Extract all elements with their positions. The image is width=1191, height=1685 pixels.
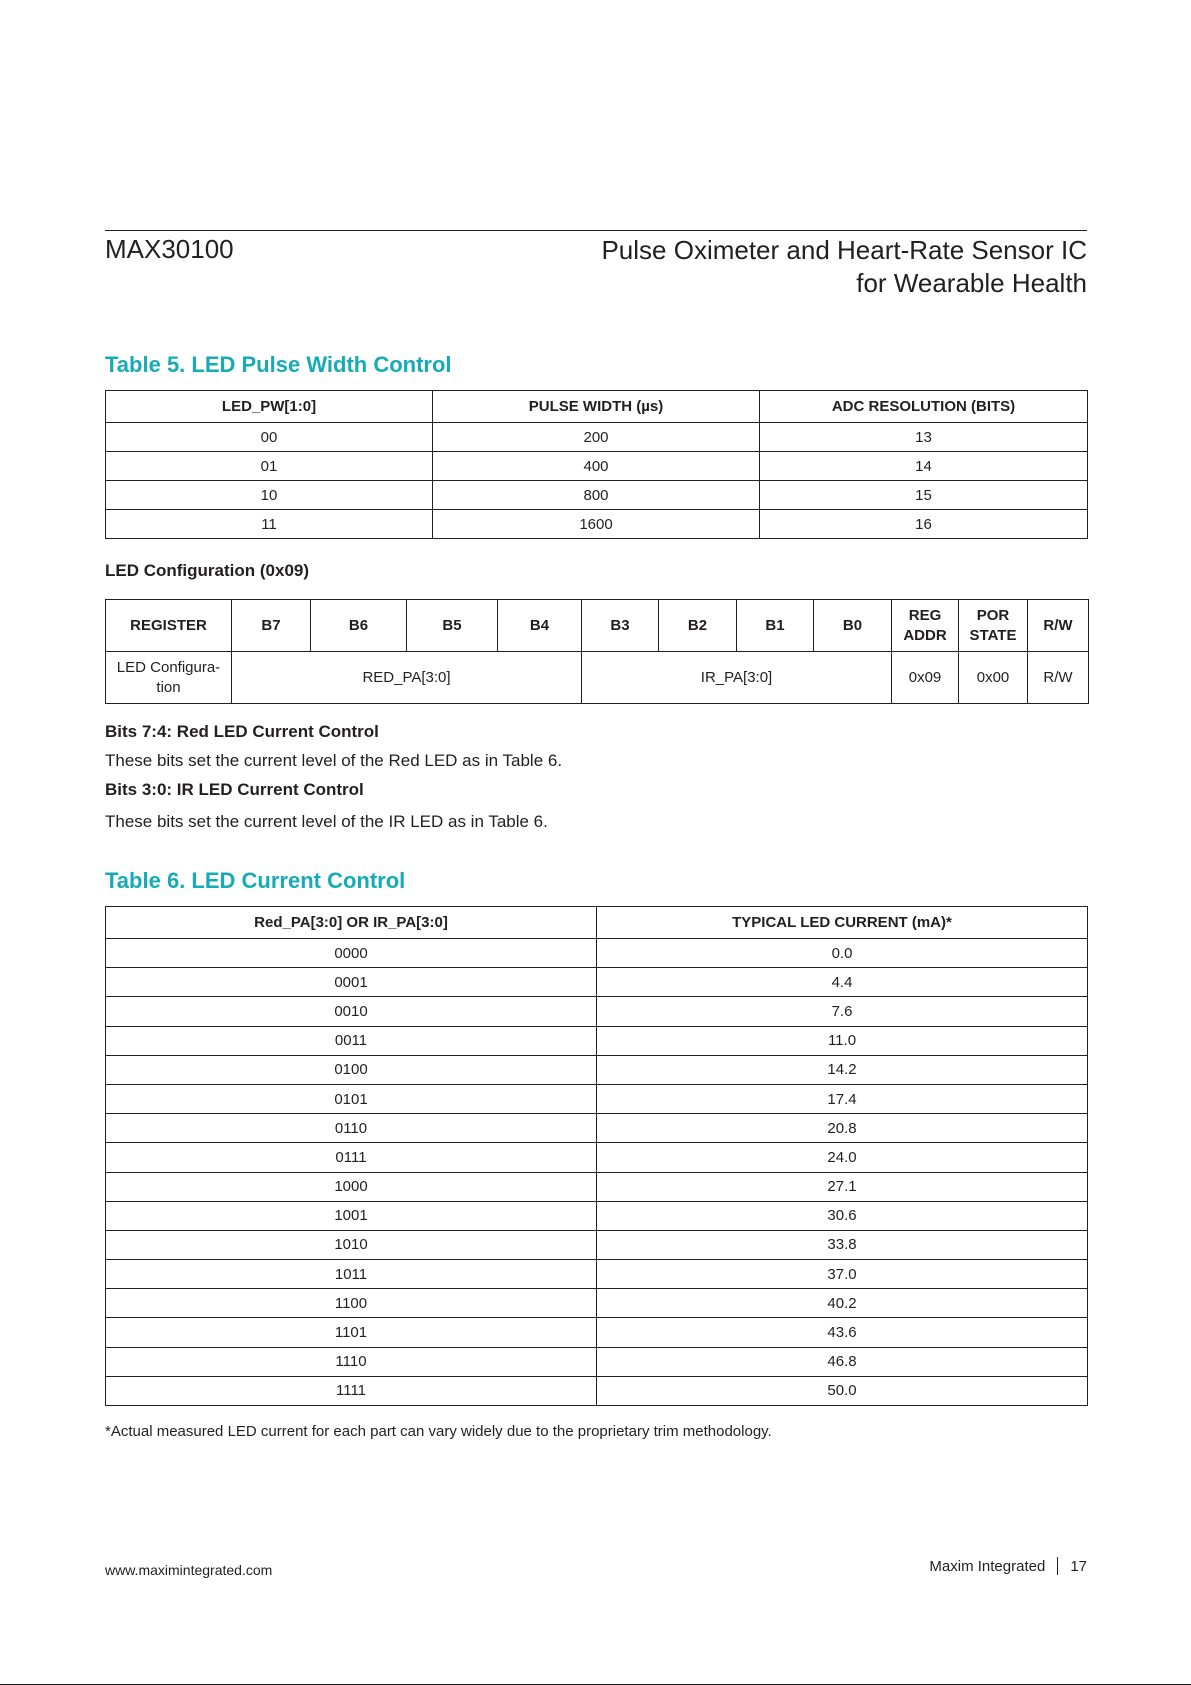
table-row xyxy=(106,1260,1088,1289)
header-rule xyxy=(105,230,1087,231)
por-line-2: STATE xyxy=(969,626,1017,644)
table-row xyxy=(106,452,1088,481)
table-row xyxy=(106,1026,1088,1055)
table-row xyxy=(106,968,1088,997)
table-cell: 43.6 xyxy=(597,1318,1088,1347)
table-row xyxy=(106,1114,1088,1143)
table6-col-header: TYPICAL LED CURRENT (mA)* xyxy=(597,907,1088,939)
table6-title: Table 6. LED Current Control xyxy=(105,868,406,893)
table-cell: 1010 xyxy=(106,1230,597,1259)
col-b4: B4 xyxy=(498,600,582,652)
table-cell: 7.6 xyxy=(597,997,1088,1026)
col-b1: B1 xyxy=(737,600,814,652)
table-cell: 4.4 xyxy=(597,968,1088,997)
table-cell: 1101 xyxy=(106,1318,597,1347)
table-cell: 20.8 xyxy=(597,1114,1088,1143)
table-cell: 11 xyxy=(106,510,433,539)
bits-ir-heading: Bits 3:0: IR LED Current Control xyxy=(105,780,364,799)
table5-col-header: PULSE WIDTH (µs) xyxy=(433,391,760,423)
table-row xyxy=(106,1084,1088,1113)
bits-red-text: These bits set the current level of the Red LED as in Table 6. xyxy=(105,751,563,770)
col-b6: B6 xyxy=(311,600,407,652)
led-config-heading: LED Configuration (0x09) xyxy=(105,561,310,580)
table-cell: 17.4 xyxy=(597,1084,1088,1113)
title-line-2: for Wearable Health xyxy=(856,268,1087,298)
register-name-line-2: tion xyxy=(156,678,181,696)
table-cell: 50.0 xyxy=(597,1376,1088,1405)
col-b3: B3 xyxy=(582,600,659,652)
table-cell: 37.0 xyxy=(597,1260,1088,1289)
page-number: 17 xyxy=(1070,1557,1087,1575)
table-row xyxy=(106,997,1088,1026)
table-row xyxy=(106,1347,1088,1376)
table5-led-pulse-width xyxy=(105,390,1088,539)
table-cell: 13 xyxy=(760,423,1088,452)
red-pa-field: RED_PA[3:0] xyxy=(232,652,582,704)
table-cell: 0.0 xyxy=(597,939,1088,968)
table5-title: Table 5. LED Pulse Width Control xyxy=(105,352,452,377)
table-row xyxy=(106,481,1088,510)
table-cell: 1000 xyxy=(106,1172,597,1201)
col-b2: B2 xyxy=(659,600,737,652)
title-line-1: Pulse Oximeter and Heart-Rate Sensor IC xyxy=(601,235,1087,265)
table-cell: 15 xyxy=(760,481,1088,510)
register-name-line-1: LED Configura- xyxy=(116,658,221,676)
led-config-register-table xyxy=(105,599,1089,704)
table-row xyxy=(106,1055,1088,1084)
bits-red-heading: Bits 7:4: Red LED Current Control xyxy=(105,722,379,741)
table-cell: 10 xyxy=(106,481,433,510)
table-row xyxy=(106,1376,1088,1405)
table-row xyxy=(106,510,1088,539)
table-cell: 30.6 xyxy=(597,1201,1088,1230)
col-b0: B0 xyxy=(814,600,892,652)
table-cell: 0011 xyxy=(106,1026,597,1055)
por-state-value: 0x00 xyxy=(959,652,1028,704)
table-cell: 0000 xyxy=(106,939,597,968)
table-row xyxy=(106,1201,1088,1230)
table-row xyxy=(106,1172,1088,1201)
reg-addr-line-1: REG xyxy=(908,606,942,624)
col-rw: R/W xyxy=(1028,600,1089,652)
table5-col-header: ADC RESOLUTION (BITS) xyxy=(760,391,1088,423)
table-cell: 16 xyxy=(760,510,1088,539)
ir-pa-field: IR_PA[3:0] xyxy=(582,652,892,704)
table-cell: 1100 xyxy=(106,1289,597,1318)
table6-col-header: Red_PA[3:0] OR IR_PA[3:0] xyxy=(106,907,597,939)
document-title xyxy=(601,234,1087,300)
table-row xyxy=(106,423,1088,452)
register-name xyxy=(106,652,232,704)
table-cell: 200 xyxy=(433,423,760,452)
table5-header-row xyxy=(106,391,1088,423)
table-cell: 00 xyxy=(106,423,433,452)
table-cell: 1001 xyxy=(106,1201,597,1230)
table-cell: 0010 xyxy=(106,997,597,1026)
rw-value: R/W xyxy=(1028,652,1089,704)
table-cell: 11.0 xyxy=(597,1026,1088,1055)
table-cell: 0110 xyxy=(106,1114,597,1143)
table-cell: 0101 xyxy=(106,1084,597,1113)
reg-addr-value: 0x09 xyxy=(892,652,959,704)
table-cell: 14.2 xyxy=(597,1055,1088,1084)
table-cell: 33.8 xyxy=(597,1230,1088,1259)
table-row xyxy=(106,1143,1088,1172)
table-cell: 24.0 xyxy=(597,1143,1088,1172)
col-reg-addr xyxy=(892,600,959,652)
table-cell: 01 xyxy=(106,452,433,481)
table-cell: 400 xyxy=(433,452,760,481)
table5-col-header: LED_PW[1:0] xyxy=(106,391,433,423)
por-line-1: POR xyxy=(976,606,1010,624)
register-header-row xyxy=(106,600,1089,652)
table6-led-current-control xyxy=(105,906,1088,1406)
table6-header-row xyxy=(106,907,1088,939)
table-cell: 0111 xyxy=(106,1143,597,1172)
table-cell: 0100 xyxy=(106,1055,597,1084)
footer-company: Maxim Integrated xyxy=(929,1557,1046,1575)
footer-divider xyxy=(1057,1557,1058,1575)
col-b5: B5 xyxy=(407,600,498,652)
table-cell: 27.1 xyxy=(597,1172,1088,1201)
table-row xyxy=(106,939,1088,968)
table-cell: 1600 xyxy=(433,510,760,539)
reg-addr-line-2: ADDR xyxy=(903,626,947,644)
footnote: *Actual measured LED current for each part can vary widely due to the proprietary trim methodology. xyxy=(105,1423,772,1440)
bits-ir-text: These bits set the current level of the IR LED as in Table 6. xyxy=(105,812,548,831)
table-row xyxy=(106,1289,1088,1318)
register-data-row xyxy=(106,652,1089,704)
table-cell: 1011 xyxy=(106,1260,597,1289)
table-cell: 1110 xyxy=(106,1347,597,1376)
table-cell: 1111 xyxy=(106,1376,597,1405)
table-cell: 46.8 xyxy=(597,1347,1088,1376)
col-por-state xyxy=(959,600,1028,652)
table-cell: 14 xyxy=(760,452,1088,481)
footer-website[interactable]: www.maximintegrated.com xyxy=(105,1562,273,1578)
table-row xyxy=(106,1318,1088,1347)
footer-company-page xyxy=(929,1557,1087,1575)
table-cell: 40.2 xyxy=(597,1289,1088,1318)
table-cell: 0001 xyxy=(106,968,597,997)
table-cell: 800 xyxy=(433,481,760,510)
part-number: MAX30100 xyxy=(105,234,234,264)
table-row xyxy=(106,1230,1088,1259)
col-register: REGISTER xyxy=(106,600,232,652)
col-b7: B7 xyxy=(232,600,311,652)
